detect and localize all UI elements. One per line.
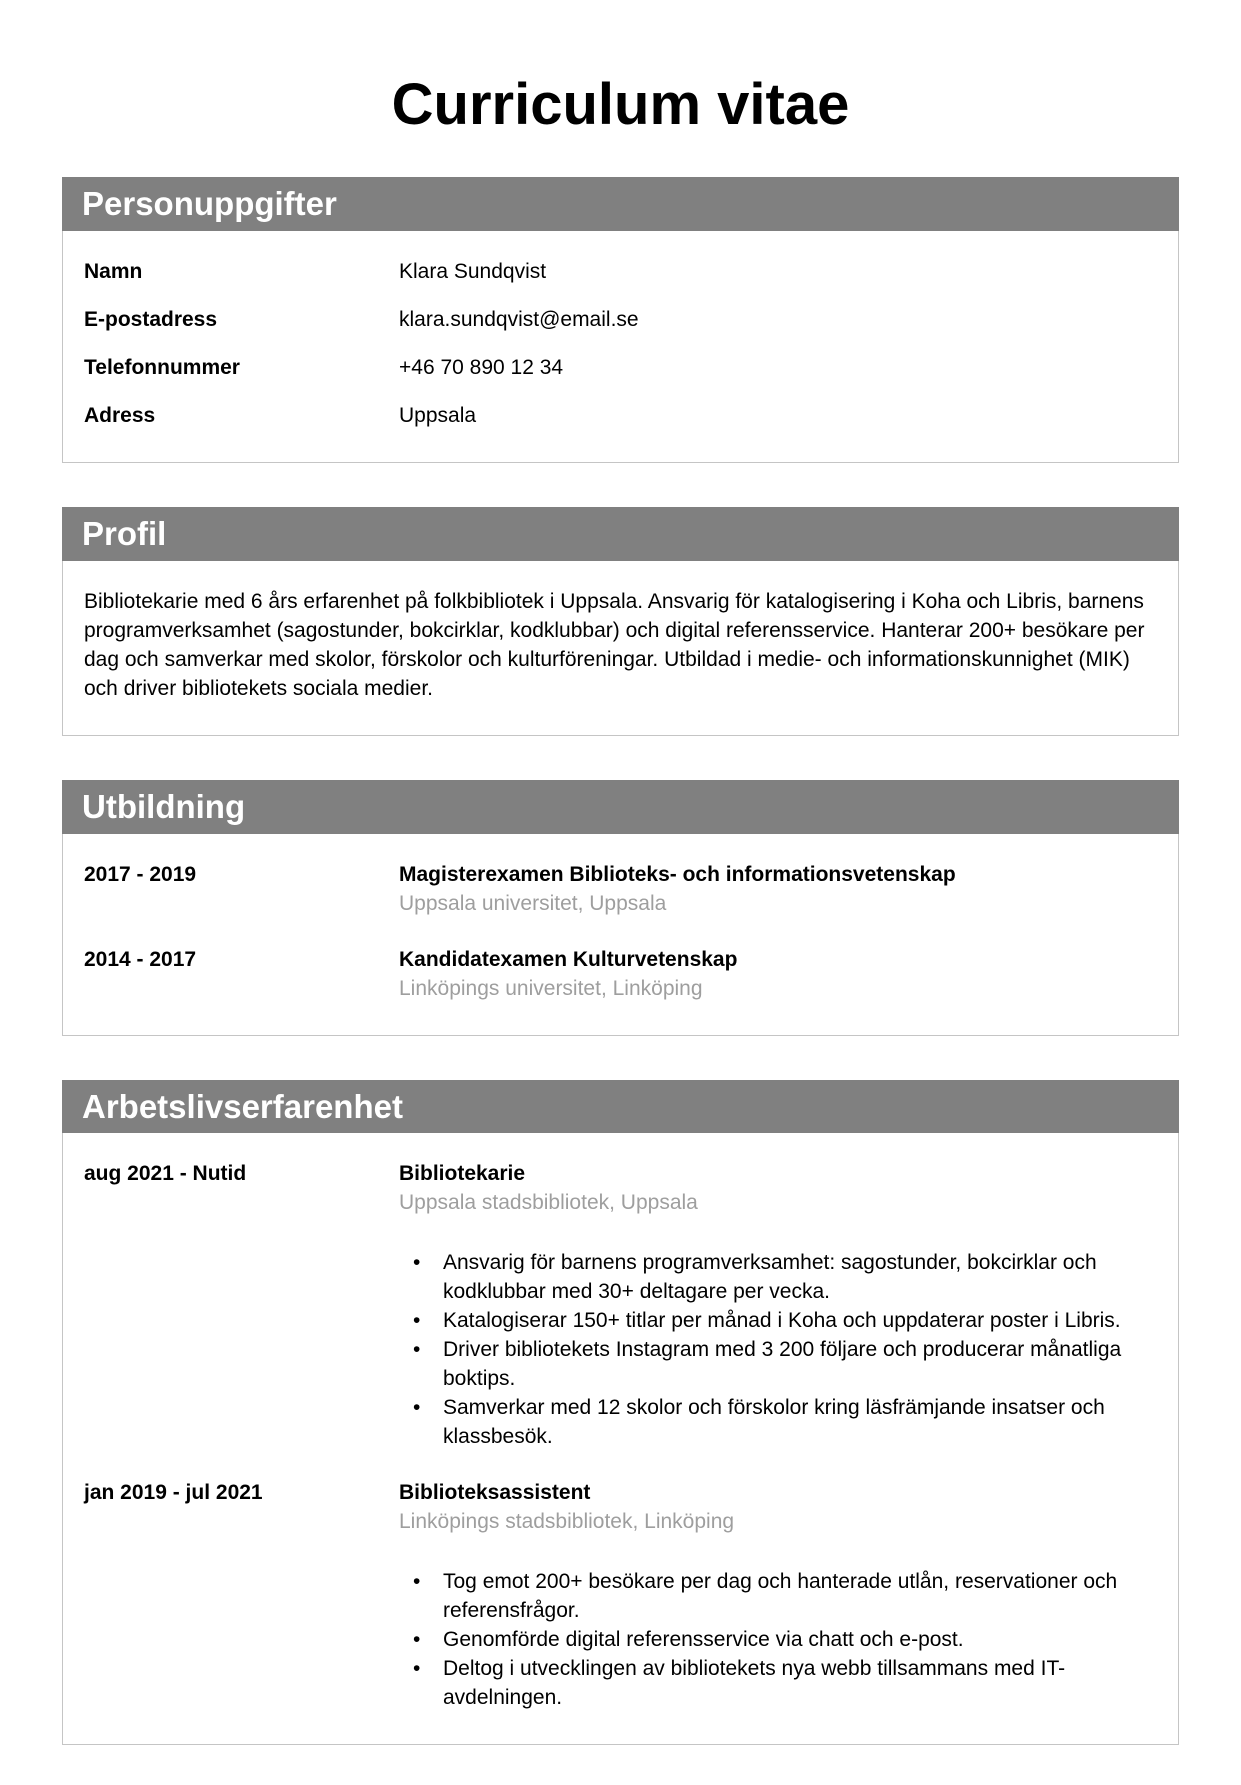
experience-job-title: Biblioteksassistent: [399, 1481, 591, 1505]
experience-entry-librarian: [84, 1159, 1157, 1451]
experience-period: jan 2019 - jul 2021: [84, 1481, 263, 1505]
education-degree: Magisterexamen Biblioteks- och informationsvetenskap: [399, 862, 956, 886]
section-header-profile: Profil: [62, 507, 1179, 561]
section-body-education: [62, 834, 1179, 1036]
education-institution: Uppsala universitet, Uppsala: [399, 891, 667, 915]
field-value-phone: +46 70 890 12 34: [399, 355, 564, 379]
section-header-education: Utbildning: [62, 780, 1179, 834]
experience-bullet: • Tog emot 200+ besökare per dag och hanterade utlån, reservationer och referensfrågor.: [399, 1567, 1157, 1625]
field-value-email: klara.sundqvist@email.se: [399, 307, 639, 331]
experience-bullet: • Deltog i utvecklingen av bibliotekets nya webb tillsammans med IT-avdelningen.: [399, 1654, 1157, 1712]
section-body-experience: [62, 1133, 1179, 1745]
section-education: [62, 780, 1179, 1036]
personal-row-email: [84, 305, 1157, 334]
section-body-profile: [62, 561, 1179, 736]
education-entry-bachelor: [84, 945, 1157, 1003]
field-label-name: Namn: [84, 259, 143, 283]
section-experience: [62, 1080, 1179, 1746]
experience-bullet: • Genomförde digital referensservice via chatt och e-post.: [399, 1625, 1157, 1654]
section-header-personal: Personuppgifter: [62, 177, 1179, 231]
education-period: 2017 - 2019: [84, 862, 197, 886]
experience-entry-assistant: [84, 1478, 1157, 1712]
experience-bullet-list: [399, 1248, 1157, 1451]
section-header-experience: Arbetslivserfarenhet: [62, 1080, 1179, 1134]
education-period: 2014 - 2017: [84, 947, 197, 971]
personal-row-phone: [84, 353, 1157, 382]
section-body-personal: [62, 231, 1179, 463]
section-personal: [62, 177, 1179, 463]
education-institution: Linköpings universitet, Linköping: [399, 976, 703, 1000]
experience-employer: Uppsala stadsbibliotek, Uppsala: [399, 1191, 698, 1215]
experience-bullet-list: [399, 1567, 1157, 1712]
field-label-address: Adress: [84, 403, 156, 427]
experience-period: aug 2021 - Nutid: [84, 1162, 247, 1186]
field-label-phone: Telefonnummer: [84, 355, 240, 379]
experience-bullet: • Katalogiserar 150+ titlar per månad i Koha och uppdaterar poster i Libris.: [399, 1306, 1157, 1335]
education-degree: Kandidatexamen Kulturvetenskap: [399, 947, 738, 971]
personal-row-address: [84, 401, 1157, 430]
education-entry-master: [84, 860, 1157, 918]
profile-summary: Bibliotekarie med 6 års erfarenhet på folkbibliotek i Uppsala. Ansvarig för katalogisering i Koha och Libris, barnens programverksamhet (sagostunder, bokcirklar, kodklubbar) och digital referensservice. Hanterar 200+ besökare per dag och samverkar med skolor, förskolor och kulturföreningar. Utbildad i medie- och informationskunnighet (MIK) och driver bibliotekets sociala medier.: [84, 589, 1145, 700]
experience-employer: Linköpings stadsbibliotek, Linköping: [399, 1510, 735, 1534]
experience-job-title: Bibliotekarie: [399, 1162, 526, 1186]
experience-bullet: • Driver bibliotekets Instagram med 3 200 följare och producerar månatliga boktips.: [399, 1335, 1157, 1393]
page-title: Curriculum vitae: [391, 72, 850, 137]
personal-row-name: [84, 257, 1157, 286]
section-profile: [62, 507, 1179, 736]
field-value-name: Klara Sundqvist: [399, 259, 547, 283]
field-label-email: E-postadress: [84, 307, 218, 331]
experience-bullet: • Samverkar med 12 skolor och förskolor kring läsfrämjande insatser och klassbesök.: [399, 1393, 1157, 1451]
experience-bullet: • Ansvarig för barnens programverksamhet: sagostunder, bokcirklar och kodklubbar med 30+ deltagare per vecka.: [399, 1248, 1157, 1306]
field-value-address: Uppsala: [399, 403, 477, 427]
